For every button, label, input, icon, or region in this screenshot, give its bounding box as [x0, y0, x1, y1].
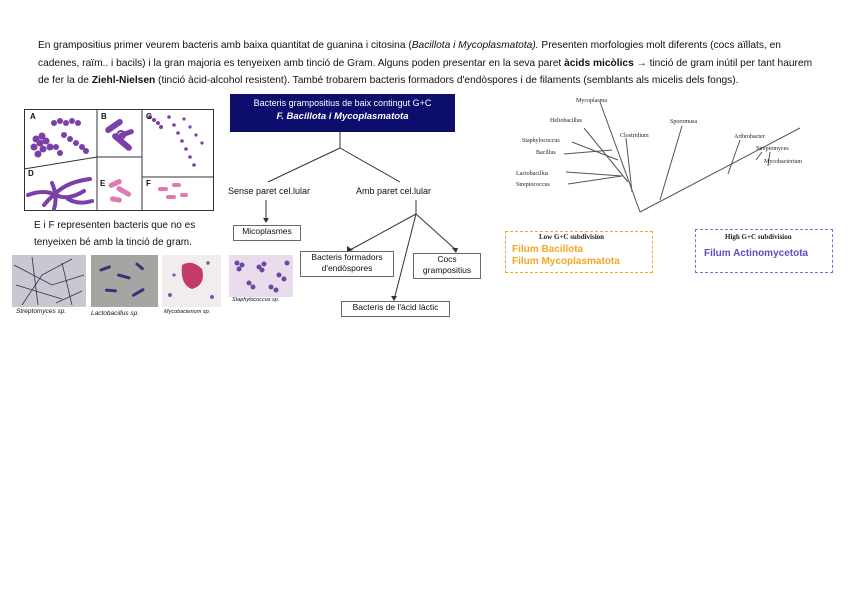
ef-note: E i F representen bacteris que no es tenyeixen bé amb la tinció de gram.	[34, 220, 196, 248]
taxon-streptococcus: Streptococcus	[516, 182, 550, 188]
classification-root	[230, 94, 455, 132]
taxon-mycobacterium: Mycobacterium	[764, 159, 802, 165]
panel-label-a: A	[30, 112, 36, 121]
phylogenetic-tree	[500, 90, 820, 220]
taxon-mycoplasma: Mycoplasma	[576, 98, 607, 104]
morphology-drawing	[24, 109, 214, 211]
photo-lactobacillus	[91, 255, 158, 307]
panel-label-d: D	[28, 169, 34, 178]
photo-streptomyces	[12, 255, 86, 307]
endospore-formers-box: Bacteris formadors d'endòspores	[300, 251, 394, 277]
morphology-figure	[24, 109, 214, 211]
taxon-heliobacillus: Heliobacillus	[550, 118, 582, 124]
phylum-bacillota: Filum Bacillota	[512, 244, 584, 255]
panel-label-c: C	[146, 112, 152, 121]
panel-label-e: E	[100, 179, 106, 188]
phylum-actinomycetota: Filum Actinomycetota	[704, 248, 809, 259]
taxon-staphylococcus: Staphylococcus	[522, 138, 560, 144]
gram-positive-cocci-box: Cocs grampositius	[413, 253, 481, 279]
mycoplasmes-box: Micoplasmes	[233, 225, 301, 241]
caption-lactobacillus: Lactobacillus sp.	[91, 310, 140, 317]
root-subtitle: F. Bacillota i Mycoplasmatota	[276, 111, 409, 122]
lactic-acid-bacteria-box: Bacteris de l'àcid làctic	[341, 301, 450, 317]
intro-paragraph: En grampositius primer veurem bacteris amb baixa quantitat de guanina i citosina (Bacillota i Mycoplasmatota). Presenten morfologies molt diferents (cocs aïllats, en cadenes, raïm.. i bacils) i la gran majoria es tenyeixen amb tinció de Gram. Alguns poden presentar en la seva paret àcids micòlics → tinció de gram inútil per tant haurem de fer la de Ziehl-Nielsen (tinció àcid-alcohol resistent). També trobarem bacteris formadors d'endòspores i de filaments (semblants als micelis dels fongs).	[38, 40, 813, 86]
phylum-mycoplasmatota: Filum Mycoplasmatota	[512, 256, 620, 267]
panel-label-b: B	[101, 112, 107, 121]
taxon-sporomusa: Sporomusa	[670, 119, 697, 125]
streptomyces-image	[12, 255, 86, 307]
lactobacillus-image	[91, 255, 158, 307]
taxon-bacillus: Bacillus	[536, 150, 556, 156]
taxon-lactobacillus: Lactobacillus	[516, 171, 549, 177]
caption-staphylococcus: Staphylococcus sp.	[232, 297, 280, 303]
low-gc-title: Low G+C subdivision	[539, 233, 605, 241]
mycobacterium-image	[162, 255, 221, 307]
cell-wall-label: Amb paret cel.lular	[356, 186, 432, 196]
panel-label-f: F	[146, 179, 151, 188]
root-title: Bacteris grampositius de baix contingut G+C	[253, 98, 432, 108]
low-gc-phyla	[512, 244, 620, 268]
caption-streptomyces: Streptomyces sp.	[16, 308, 67, 315]
photo-mycobacterium	[162, 255, 221, 307]
taxon-streptomyces: Streptomyces	[756, 146, 789, 152]
no-cell-wall-label: Sense paret cel.lular	[228, 186, 311, 196]
taxon-clostridium: Clostridium	[620, 133, 649, 139]
caption-mycobacterium: Mycobacterium sp.	[164, 309, 211, 315]
high-gc-title: High G+C subdivision	[725, 233, 792, 241]
taxon-arthrobacter: Arthrobacter	[734, 134, 765, 140]
